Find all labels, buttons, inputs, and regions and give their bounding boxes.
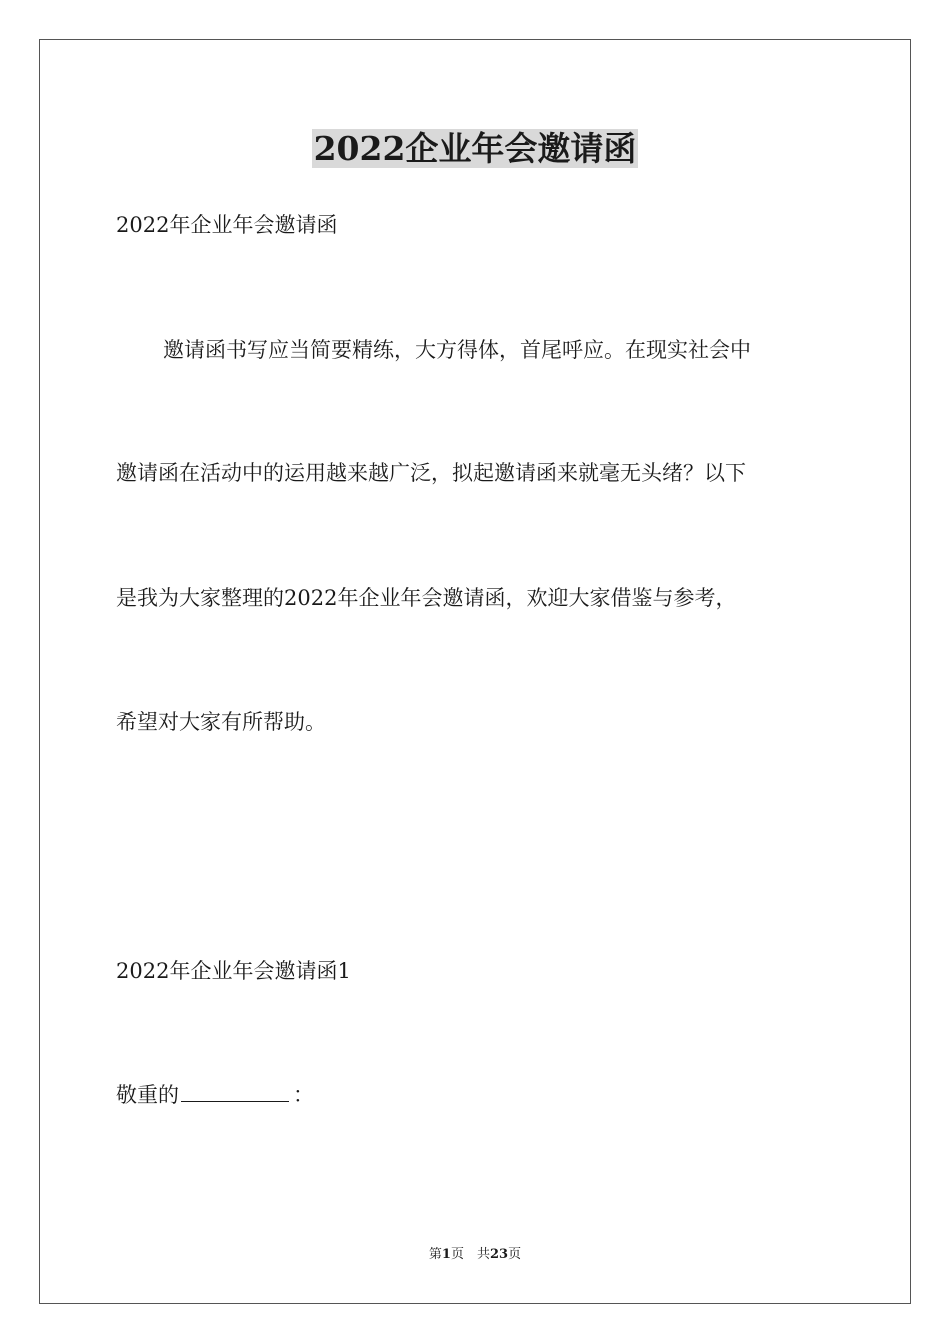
document-title [0, 126, 950, 172]
footer-page-total: 23 [489, 1247, 509, 1262]
salutation-prefix: 敬重的 [116, 1083, 179, 1107]
footer-page-prefix: 第 [428, 1247, 442, 1262]
paragraph-line-4: 希望对大家有所帮助。 [116, 710, 326, 734]
footer-page-current: 1 [441, 1247, 451, 1262]
footer-page-suffix: 页 [508, 1247, 522, 1262]
paragraph-line-3: 是我为大家整理的2022年企业年会邀请函，欢迎大家借鉴与参考， [116, 586, 737, 610]
page-footer [0, 1245, 950, 1265]
salutation-suffix: ： [293, 1083, 314, 1107]
footer-page-mid: 页 共 [450, 1247, 490, 1262]
document-title-text: 2022企业年会邀请函 [313, 129, 637, 168]
recipient-blank-line [181, 1081, 289, 1102]
paragraph-line-2: 邀请函在活动中的运用越来越广泛，拟起邀请函来就毫无头绪？以下 [116, 461, 746, 485]
paragraph-line-1: 邀请函书写应当简要精练，大方得体，首尾呼应。在现实社会中 [163, 338, 751, 362]
document-subtitle: 2022年企业年会邀请函 [116, 213, 338, 237]
section-heading: 2022年企业年会邀请函1 [116, 959, 351, 983]
salutation [116, 1080, 314, 1110]
